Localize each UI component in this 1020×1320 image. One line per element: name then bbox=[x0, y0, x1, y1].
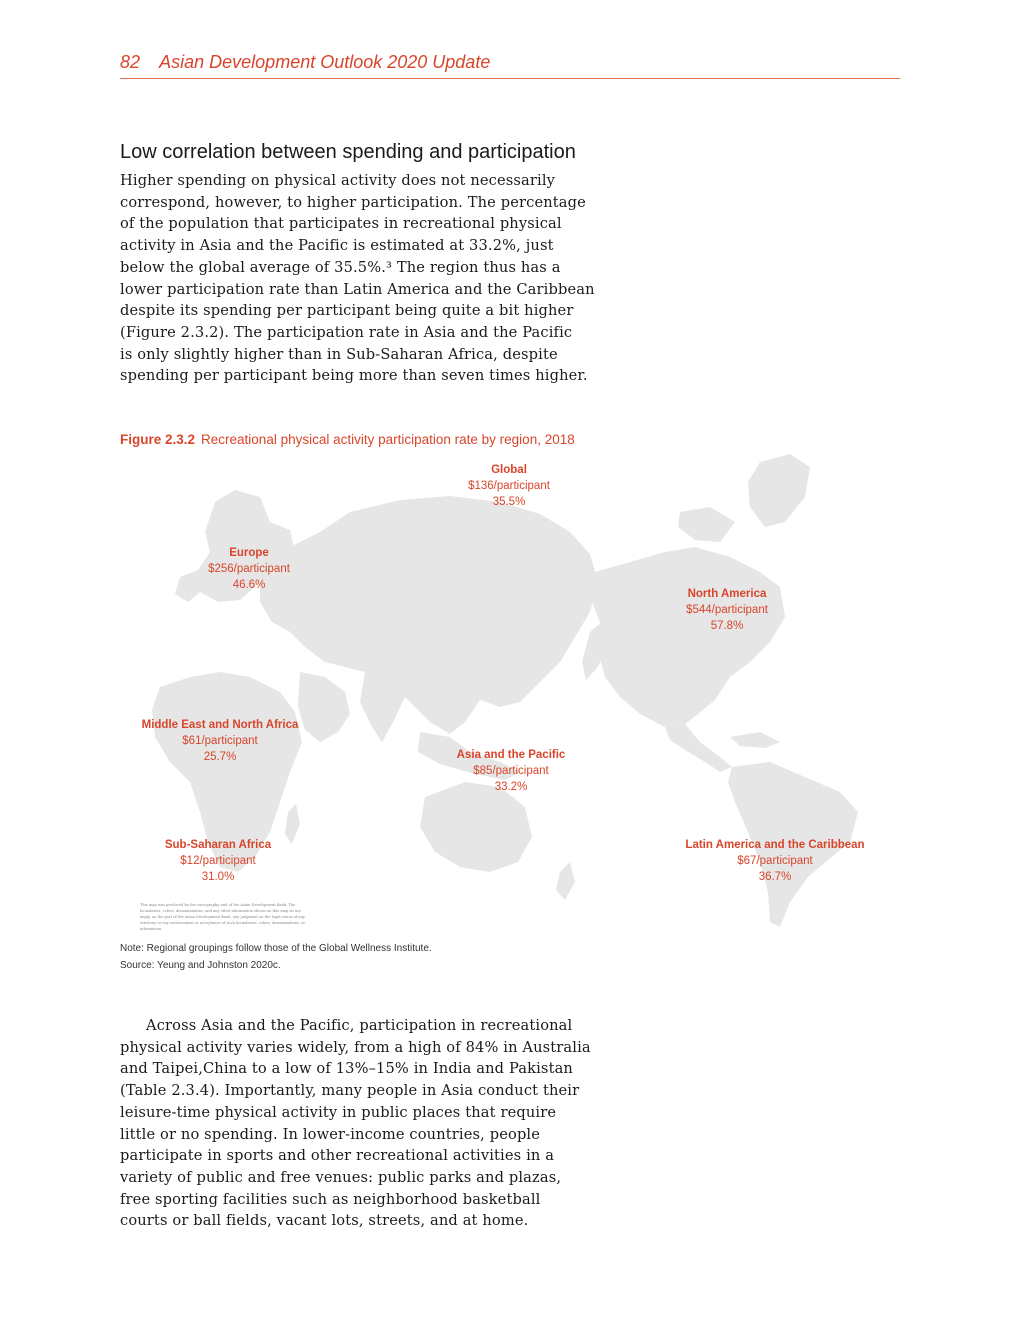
paragraph-line: lower participation rate than Latin America and the Caribbean bbox=[120, 280, 595, 298]
region-spend: $544/participant bbox=[686, 604, 768, 616]
region-name: Asia and the Pacific bbox=[456, 749, 566, 761]
paragraph-line: (Figure 2.3.2). The participation rate in Asia and the Pacific bbox=[120, 323, 573, 341]
region-label-sub-saharan-africa bbox=[165, 837, 271, 885]
figure-source: Source: Yeung and Johnston 2020c. bbox=[120, 960, 281, 971]
paragraph-line: Across Asia and the Pacific, participation in recreational bbox=[146, 1017, 573, 1034]
australia-landmass bbox=[420, 782, 532, 872]
greenland-landmass bbox=[748, 454, 810, 527]
region-label-global bbox=[468, 462, 550, 510]
page-number: 82 bbox=[120, 52, 141, 72]
region-spend: $67/participant bbox=[737, 855, 813, 867]
paragraph-line: is only slightly higher than in Sub-Saharan Africa, despite bbox=[120, 345, 558, 363]
region-label-north-america bbox=[686, 586, 768, 634]
paragraph-line: variety of public and free venues: public parks and plazas, bbox=[120, 1168, 562, 1186]
paragraph-line: leisure-time physical activity in public places that require bbox=[120, 1103, 557, 1121]
region-rate: 36.7% bbox=[758, 871, 792, 883]
paragraph-line: Higher spending on physical activity does not necessarily bbox=[120, 172, 556, 189]
caribbean-islands bbox=[730, 732, 780, 748]
paragraph-line: activity in Asia and the Pacific is estimated at 33.2%, just bbox=[120, 237, 554, 255]
figure-caption: Recreational physical activity participation rate by region, 2018 bbox=[201, 432, 575, 447]
region-name: Global bbox=[491, 464, 527, 476]
paragraph-line: correspond, however, to higher participation. The percentage bbox=[120, 193, 586, 211]
new-zealand-landmass bbox=[556, 862, 575, 900]
paragraph-line: courts or ball fields, vacant lots, streets, and at home. bbox=[120, 1212, 529, 1230]
central-america-landmass bbox=[665, 724, 732, 772]
paragraph-line: little or no spending. In lower-income countries, people bbox=[120, 1125, 541, 1143]
paragraph-line: participate in sports and other recreational activities in a bbox=[120, 1147, 555, 1165]
region-label-europe bbox=[208, 545, 290, 593]
region-rate: 25.7% bbox=[203, 751, 237, 763]
region-name: Sub-Saharan Africa bbox=[164, 839, 272, 851]
madagascar-landmass bbox=[285, 804, 300, 844]
region-spend: $61/participant bbox=[182, 735, 258, 747]
region-spend: $12/participant bbox=[180, 855, 256, 867]
region-spend: $136/participant bbox=[468, 480, 550, 492]
region-name: Middle East and North Africa bbox=[141, 719, 299, 731]
running-header bbox=[120, 52, 900, 79]
figure-note: Note: Regional groupings follow those of the Global Wellness Institute. bbox=[120, 943, 432, 954]
paragraph-2 bbox=[120, 1015, 590, 1232]
region-rate: 35.5% bbox=[492, 496, 526, 508]
region-spend: $256/participant bbox=[208, 563, 290, 575]
figure-title bbox=[120, 432, 575, 447]
paragraph-1 bbox=[120, 170, 595, 387]
middle-east-landmass bbox=[298, 672, 350, 742]
region-label-latin-america bbox=[685, 837, 864, 885]
region-name: Europe bbox=[229, 547, 269, 559]
region-label-asia-pacific bbox=[457, 747, 566, 795]
publication-title: Asian Development Outlook 2020 Update bbox=[159, 52, 491, 72]
arctic-islands bbox=[678, 507, 735, 542]
paragraph-line: despite its spending per participant being quite a bit higher bbox=[120, 302, 574, 320]
region-rate: 46.6% bbox=[232, 579, 266, 591]
section-heading: Low correlation between spending and participation bbox=[120, 141, 576, 163]
paragraph-line: below the global average of 35.5%.³ The region thus has a bbox=[120, 258, 561, 276]
region-rate: 33.2% bbox=[494, 781, 528, 793]
figure-number: Figure 2.3.2 bbox=[120, 432, 196, 447]
map-disclaimer: This map was produced by the cartography unit of the Asian Development Bank. The boundaries, colors, denominations, and any other information shown on this map do not imply, on the part of the Asian Development Bank, any judgment on the legal status of any territory, or any endorsement or acceptance of such boundaries, colors, denominations, or information. bbox=[140, 903, 306, 931]
region-name: North America bbox=[687, 588, 767, 600]
region-rate: 31.0% bbox=[201, 871, 235, 883]
paragraph-line: and Taipei,China to a low of 13%–15% in India and Pakistan bbox=[120, 1060, 573, 1078]
paragraph-line: free sporting facilities such as neighborhood basketball bbox=[120, 1190, 541, 1208]
north-america-landmass bbox=[592, 547, 785, 727]
region-name: Latin America and the Caribbean bbox=[685, 839, 865, 851]
paragraph-line: (Table 2.3.4). Importantly, many people in Asia conduct their bbox=[120, 1082, 580, 1100]
region-spend: $85/participant bbox=[473, 765, 549, 777]
region-rate: 57.8% bbox=[710, 620, 744, 632]
paragraph-line: physical activity varies widely, from a high of 84% in Australia bbox=[120, 1038, 591, 1056]
paragraph-line: of the population that participates in recreational physical bbox=[120, 215, 562, 233]
paragraph-line: spending per participant being more than seven times higher. bbox=[120, 367, 588, 385]
region-label-mena bbox=[142, 717, 299, 765]
